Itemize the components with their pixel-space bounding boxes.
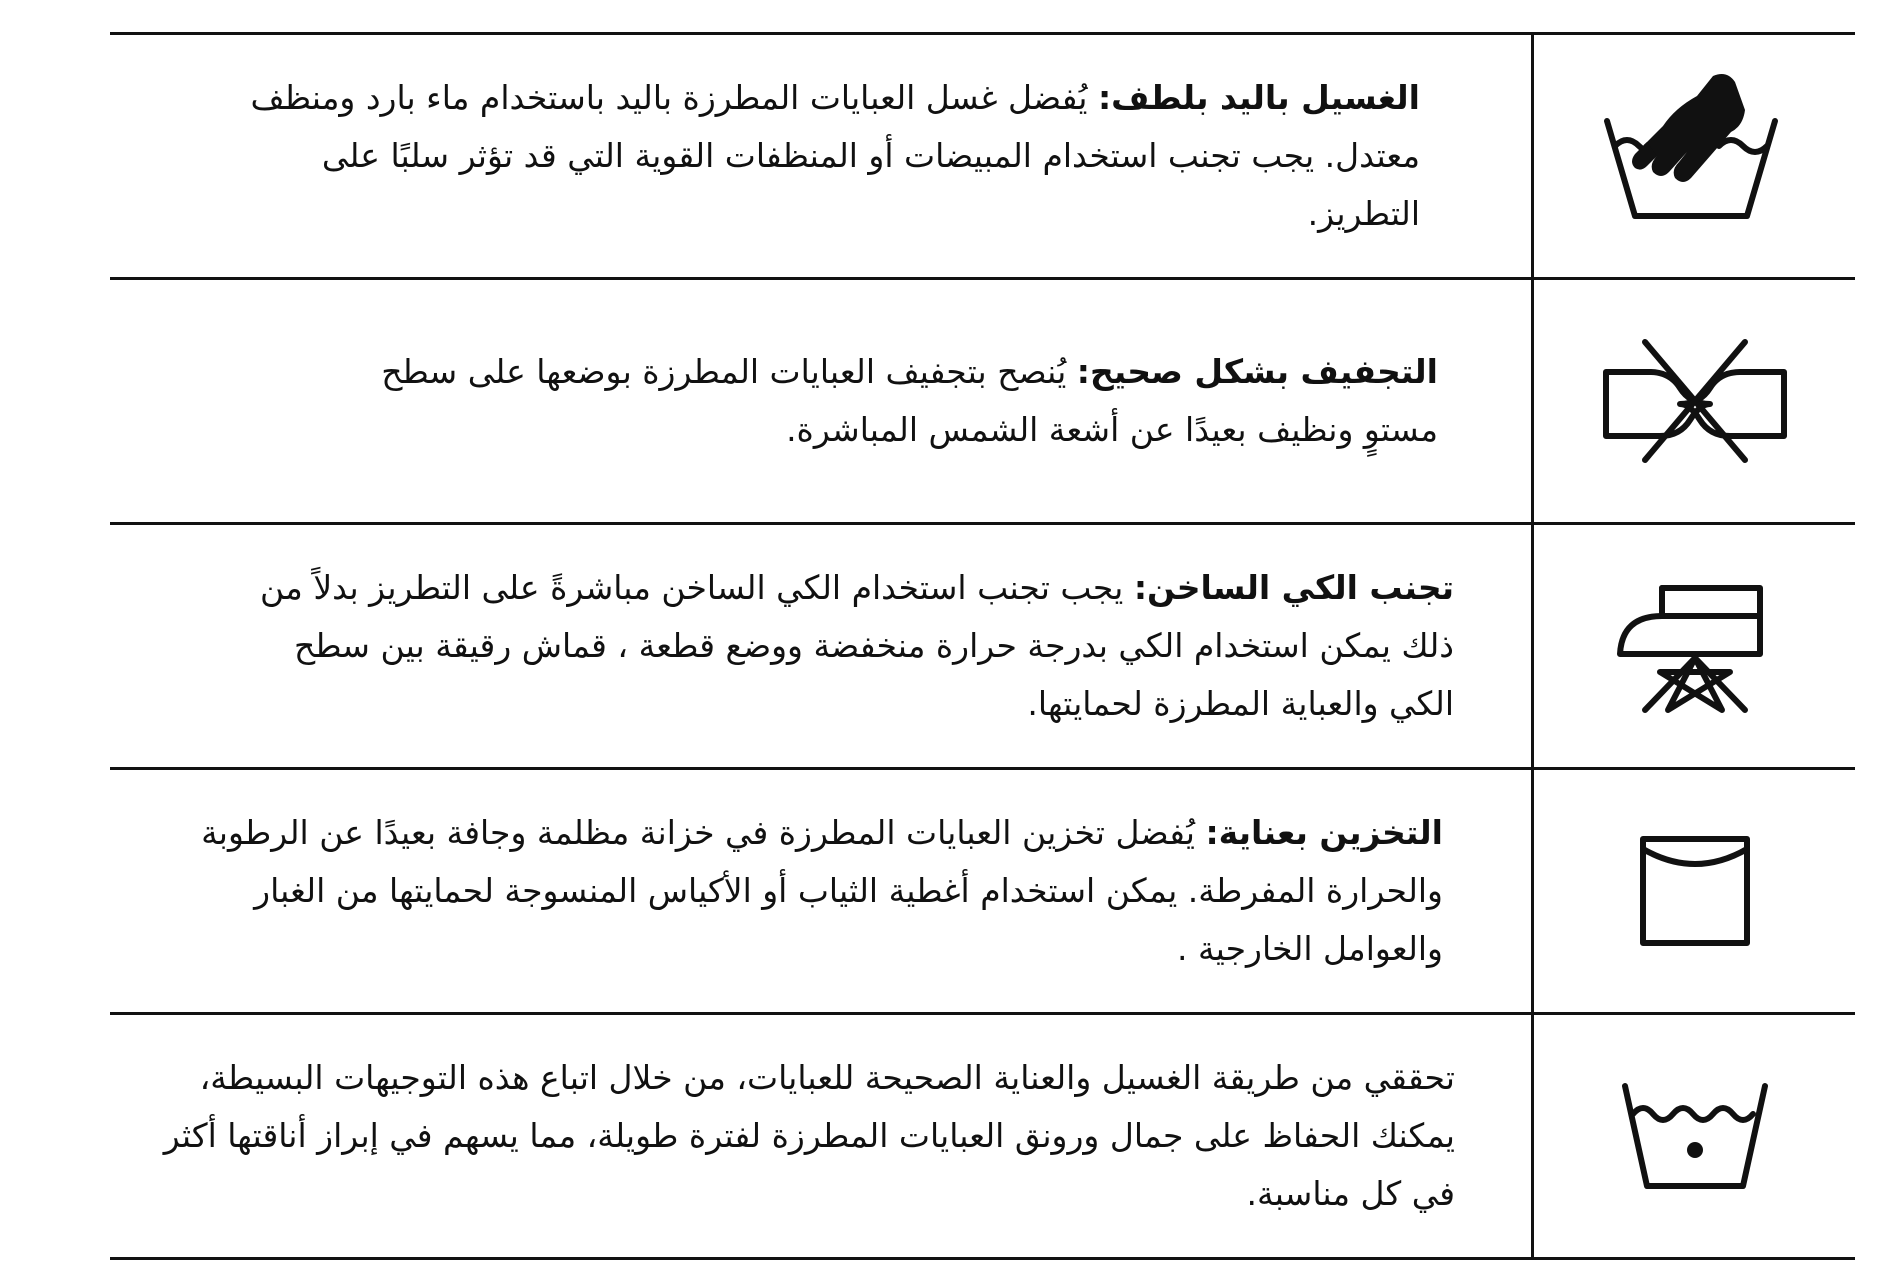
care-row [110, 280, 1855, 525]
care-icon-cell [1534, 770, 1855, 1012]
care-row [110, 525, 1855, 770]
care-row [110, 770, 1855, 1015]
care-icon-cell [1534, 525, 1855, 767]
care-body: يُفضل تخزين العبايات المطرزة في خزانة مظلمة وجافة بعيدًا عن الرطوبة والحرارة المفرطة. يمكن استخدام أغطية الثياب أو الأكياس المنسوجة لحمايتها من الغبار والعوامل الخارجية . [201, 813, 1443, 968]
care-paragraph [220, 69, 1420, 243]
care-heading: تجنب الكي الساخن: [1133, 568, 1454, 607]
care-paragraph [110, 1049, 1455, 1223]
care-heading: الغسيل باليد بلطف: [1097, 78, 1420, 117]
care-icon-cell [1534, 1015, 1855, 1257]
care-paragraph [170, 804, 1443, 978]
care-text-cell [170, 770, 1443, 1012]
care-body: تحققي من طريقة الغسيل والعناية الصحيحة للعبايات، من خلال اتباع هذه التوجيهات البسيطة، يمكنك الحفاظ على جمال ورونق العبايات المطرزة لفترة طويلة، مما يسهم في إبراز أناقتها أكثر في كل مناسبة. [163, 1058, 1455, 1213]
care-paragraph [305, 343, 1438, 459]
do-not-iron-icon [1610, 576, 1780, 716]
care-icon-cell [1534, 280, 1855, 522]
care-text-cell [110, 1015, 1455, 1257]
care-text-cell [220, 35, 1420, 277]
care-heading: التجفيف بشكل صحيح: [1076, 352, 1438, 391]
do-not-wring-icon [1600, 336, 1790, 466]
wash-30-icon [1615, 1066, 1775, 1206]
care-text-cell [240, 525, 1454, 767]
care-paragraph [240, 559, 1454, 733]
care-body: يُفضل غسل العبايات المطرزة باليد باستخدام ماء بارد ومنظف معتدل. يجب تجنب استخدام المبيضات أو المنظفات القوية التي قد تؤثر سلبًا على التطريز. [250, 78, 1420, 233]
care-text-cell [305, 280, 1438, 522]
drip-dry-icon [1625, 821, 1765, 961]
care-row [110, 1015, 1855, 1260]
care-heading: التخزين بعناية: [1205, 813, 1443, 852]
care-icon-cell [1534, 35, 1855, 277]
care-body: يجب تجنب استخدام الكي الساخن مباشرةً على التطريز بدلاً من ذلك يمكن استخدام الكي بدرجة حرارة منخفضة ووضع قطعة ، قماش رقيقة بين سطح الكي والعباية المطرزة لحمايتها. [260, 568, 1454, 723]
hand-wash-icon [1595, 66, 1795, 246]
care-instructions-table [110, 32, 1855, 1260]
care-row [110, 35, 1855, 280]
care-body: يُنصح بتجفيف العبايات المطرزة بوضعها على سطح مستوٍ ونظيف بعيدًا عن أشعة الشمس المباشرة. [381, 352, 1438, 449]
